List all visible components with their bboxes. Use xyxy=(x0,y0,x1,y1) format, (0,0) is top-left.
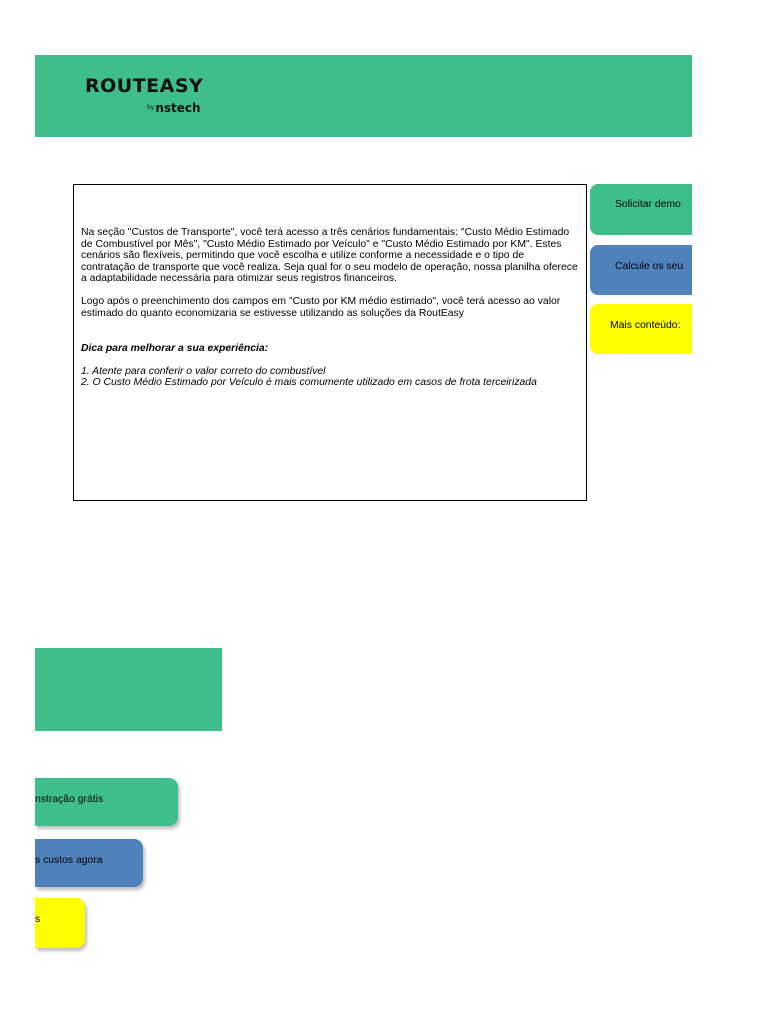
calculate-costs-label: Calcule os seu xyxy=(615,261,684,272)
routeasy-logo xyxy=(85,75,204,115)
request-demo-bottom-label: nstração grátis xyxy=(35,794,104,805)
logo-nstech: nstech xyxy=(155,101,201,115)
tip-item-1: 1. Atente para conferir o valor correto do combustível xyxy=(81,365,326,377)
request-demo-button[interactable] xyxy=(590,184,692,235)
calculate-costs-button[interactable] xyxy=(590,245,692,295)
logo-subtext xyxy=(147,101,201,115)
tip-item-2: 2. O Custo Médio Estimado por Veículo é mais comumente utilizado em casos de frota terceirizada xyxy=(81,377,537,389)
more-content-label: Mais conteúdo: xyxy=(610,320,681,331)
request-demo-button-bottom[interactable] xyxy=(35,778,178,826)
info-text-box xyxy=(73,184,587,501)
logo-by: by xyxy=(147,104,155,111)
more-content-button-bottom[interactable] xyxy=(35,898,85,948)
more-content-button[interactable] xyxy=(590,304,692,354)
tip-title: Dica para melhorar a sua experiência: xyxy=(81,343,269,355)
request-demo-label: Solicitar demo xyxy=(615,199,681,210)
info-paragraph-2: Logo após o preenchimento dos campos em "Custo por KM médio estimado", você terá acesso ao valor estimado do quanto economizaria se estivesse utilizando as soluções da RoutEasy xyxy=(81,295,561,319)
info-paragraph-1: Na seção "Custos de Transporte", você terá acesso a três cenários fundamentais: "Custo Médio Estimado de Combustível por Mês", "Custo Médio Estimado por Veículo" e "Custo Médio Estimado por KM". Estes cenários são flexíveis, permitindo que você escolha e utilize conforme a necessidade e o tipo de contratação de transporte que você realiza. Seja qual for o seu modelo de operação, nossa planilha oferece a adaptabilidade necessária para otimizar seus registros financeiros. xyxy=(81,227,578,285)
calculate-costs-bottom-label: s custos agora xyxy=(35,855,103,866)
header-banner xyxy=(35,55,692,137)
calculate-costs-button-bottom[interactable] xyxy=(35,839,143,887)
more-content-bottom-label: s xyxy=(35,914,41,925)
green-block xyxy=(35,648,222,731)
logo-text: ROUTEASY xyxy=(85,75,204,97)
